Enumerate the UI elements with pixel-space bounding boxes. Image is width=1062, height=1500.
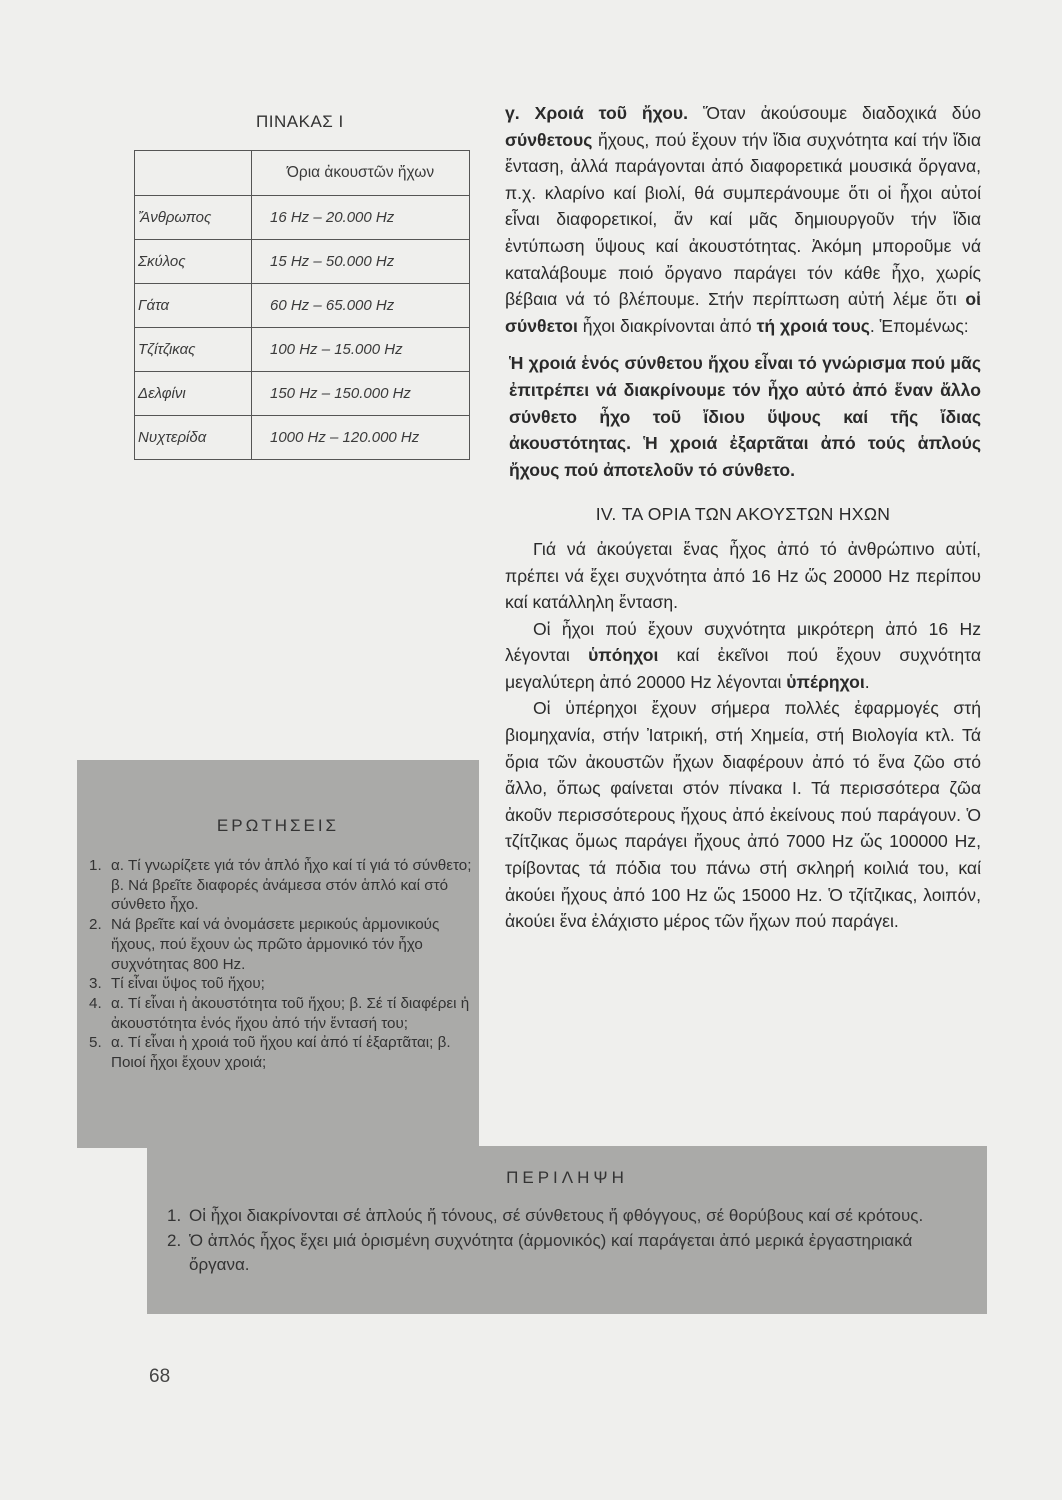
text-run: ἦχοι διακρίνονται ἀπό: [577, 315, 757, 336]
table-cell-range: 16 Hz – 20.000 Hz: [252, 196, 470, 240]
paragraph-timbre: [505, 100, 981, 339]
summary-title: ΠΕΡΙΛΗΨΗ: [506, 1168, 628, 1187]
question-text: α. Τί εἶναι ἡ ἀκουστότητα τοῦ ἤχου; β. Σέ τί διαφέρει ἡ ἀκουστότητα ἑνός ἤχου ἀπό τήν ἔντασή του;: [111, 994, 470, 1032]
text-run: .: [864, 671, 870, 692]
bold-term: οἱ σύνθετοι: [505, 289, 981, 336]
summary-box: [147, 1146, 987, 1314]
paragraph-ultrasound-applications: Οἱ ὑπέρηχοι ἔχουν σήμερα πολλές ἐφαρμογές στή βιομηχανία, στήν Ἰατρική, στή Χημεία, στή Βιολογία κτλ. Τά ὅρια τῶν ἀκουστῶν ἤχων διαφέρουν ἀπό τό ἕνα ζῶο στό ἄλλο, ὅπως φαίνεται στόν πίνακα Ι. Τά περισσότερα ζῶα ἀκοῦν περισσότερους ἤχους ἀπό ἐκείνους πού παράγουν. Ὁ τζίτζικας ὅμως παράγει ἤχους ἀπό 7000 Hz ὥς 100000 Hz, τρίβοντας τά πόδια του πάνω στή σκληρή κοιλιά του, καί ἀκούει ἤχους ἀπό 100 Hz ὥς 15000 Hz. Ὁ τζίτζικας, λοιπόν, ἀκούει ἕνα ἐλάχιστο μέρος τῶν ἤχων πού παράγει.: [505, 698, 981, 932]
question-item: [89, 856, 473, 915]
table-row: [135, 240, 470, 284]
section-heading: IV. ΤΑ ΟΡΙΑ ΤΩΝ ΑΚΟΥΣΤΩΝ ΗΧΩΝ: [595, 504, 891, 525]
table-cell-animal: Σκύλος: [135, 240, 252, 284]
table-header-limits: Όρια ἀκουστῶν ἤχων: [252, 151, 470, 196]
questions-box: [77, 760, 479, 1148]
timbre-label: γ. Χροιά τοῦ ἤχου.: [505, 103, 688, 123]
table-header-row: [135, 151, 470, 196]
question-text: Τί εἶναι ὕψος τοῦ ἤχου;: [111, 975, 265, 993]
timbre-definition: Ἡ χροιά ἑνός σύνθετου ἤχου εἶναι τό γνώρισμα πού μᾶς ἐπιτρέπει νά διακρίνουμε τόν ἦχο αὐτό ἀπό ἕναν ἄλλο σύνθετο ἦχο τοῦ ἴδιου ὕψους καί τῆς ἴδιας ἀκουστότητας. Ἡ χροιά ἐξαρτᾶται ἀπό τούς ἁπλούς ἤχους πού ἀποτελοῦν τό σύνθετο.: [509, 353, 981, 480]
question-item: [89, 1033, 473, 1072]
paragraph-hearing-range: Γιά νά ἀκούγεται ἕνας ἦχος ἀπό τό ἀνθρώπινο αὐτί, πρέπει νά ἔχει συχνότητα ἀπό 16 Hz ὥς 20000 Hz περίπου καί κατάλληλη ἔνταση.: [505, 538, 981, 613]
table-cell-range: 150 Hz – 150.000 Hz: [252, 372, 470, 416]
table-cell-animal: Δελφίνι: [135, 372, 252, 416]
question-text: α. Τί γνωρίζετε γιά τόν ἁπλό ἦχο καί τί γιά τό σύνθετο; β. Νά βρεῖτε διαφορές ἀνάμεσα στόν ἁπλό καί στό σύνθετο ἦχο.: [111, 857, 472, 914]
paragraph-infrasound-ultrasound: [505, 616, 981, 696]
table-cell-range: 100 Hz – 15.000 Hz: [252, 328, 470, 372]
question-item: [89, 994, 473, 1033]
question-number: 1.: [89, 857, 102, 874]
table-row: [135, 328, 470, 372]
bold-term: ὑπόηχοι: [588, 645, 659, 666]
table-cell-animal: Νυχτερίδα: [135, 416, 252, 460]
text-run: ἤχους, πού ἔχουν τήν ἴδια συχνότητα καί τήν ἴδια ἔνταση, ἀλλά παράγονται ἀπό διαφορετικά μουσικά ὄργανα, π.χ. κλαρίνο καί βιολί, θά συμπεράνουμε ὅτι οἱ ἦχοι αὐτοί εἶναι διαφορετικοί, ἄν καί μᾶς δημιουργοῦν τήν ἴδια ἐντύπωση ὕψους καί ἀκουστότητας. Ἀκόμη μποροῦμε νά καταλάβουμε ποιό ὄργανο παράγει τόν κάθε ἦχο, χωρίς βέβαια νά τό βλέπουμε. Στήν περίπτωση αὐτή λέμε ὅτι: [505, 129, 981, 310]
table-caption: ΠΙΝΑΚΑΣ Ι: [256, 112, 344, 131]
questions-title: ΕΡΩΤΗΣΕΙΣ: [216, 816, 340, 835]
text-run: καί ἐκεῖνοι πού ἔχουν συχνότητα μεγαλύτερη ἀπό 20000 Hz λέγονται: [505, 645, 981, 692]
table-cell-animal: Τζίτζικας: [135, 328, 252, 372]
table-cell-animal: Ἄνθρωπος: [135, 196, 252, 240]
right-column-text: [505, 100, 981, 935]
question-number: 4.: [89, 994, 102, 1012]
summary-number: 2.: [167, 1230, 182, 1250]
summary-item: [167, 1229, 967, 1278]
table-row: [135, 196, 470, 240]
bold-term: τή χροιά τους: [756, 315, 870, 336]
bold-term: ὑπέρηχοι: [786, 671, 865, 692]
text-run: Ὅταν ἀκούσουμε διαδοχικά δύο: [688, 103, 981, 123]
summary-text: Ὁ ἁπλός ἦχος ἔχει μιά ὁρισμένη συχνότητα (ἁρμονικός) καί παράγεται ἀπό μερικά ἐργαστηριακά ὄργανα.: [189, 1230, 913, 1274]
summary-list: [167, 1204, 967, 1278]
question-item: [89, 915, 473, 974]
hearing-limits-table: [134, 150, 470, 460]
question-item: [89, 974, 473, 994]
question-number: 2.: [89, 916, 102, 934]
summary-item: [167, 1204, 967, 1229]
question-number: 5.: [89, 1034, 102, 1052]
table-cell-animal: Γάτα: [135, 284, 252, 328]
page-number: 68: [149, 1366, 171, 1387]
question-text: Νά βρεῖτε καί νά ὀνομάσετε μερικούς ἁρμονικούς ἤχους, πού ἔχουν ὡς πρῶτο ἁρμονικό τόν ἦχο συχνότητας 800 Hz.: [111, 916, 440, 973]
summary-number: 1.: [167, 1206, 182, 1225]
text-run: Οἱ ἦχοι πού ἔχουν συχνότητα μικρότερη ἀπό 16 Hz λέγονται: [505, 618, 981, 666]
questions-list: [89, 856, 473, 1073]
question-number: 3.: [89, 975, 102, 993]
table-cell-range: 1000 Hz – 120.000 Hz: [252, 416, 470, 460]
table-header-empty: [135, 151, 252, 196]
table-cell-range: 60 Hz – 65.000 Hz: [252, 284, 470, 328]
table-row: [135, 284, 470, 328]
table-row: [135, 372, 470, 416]
text-run: . Ἑπομένως:: [869, 315, 969, 336]
table-row: [135, 416, 470, 460]
question-text: α. Τί εἶναι ἡ χροιά τοῦ ἤχου καί ἀπό τί ἐξαρτᾶται; β. Ποιοί ἦχοι ἔχουν χροιά;: [111, 1034, 451, 1072]
summary-text: Οἱ ἦχοι διακρίνονται σέ ἁπλούς ἤ τόνους, σέ σύνθετους ἤ φθόγγους, σέ θορύβους καί σέ κρότους.: [189, 1206, 924, 1225]
table-cell-range: 15 Hz – 50.000 Hz: [252, 240, 470, 284]
bold-term: σύνθετους: [505, 129, 593, 150]
